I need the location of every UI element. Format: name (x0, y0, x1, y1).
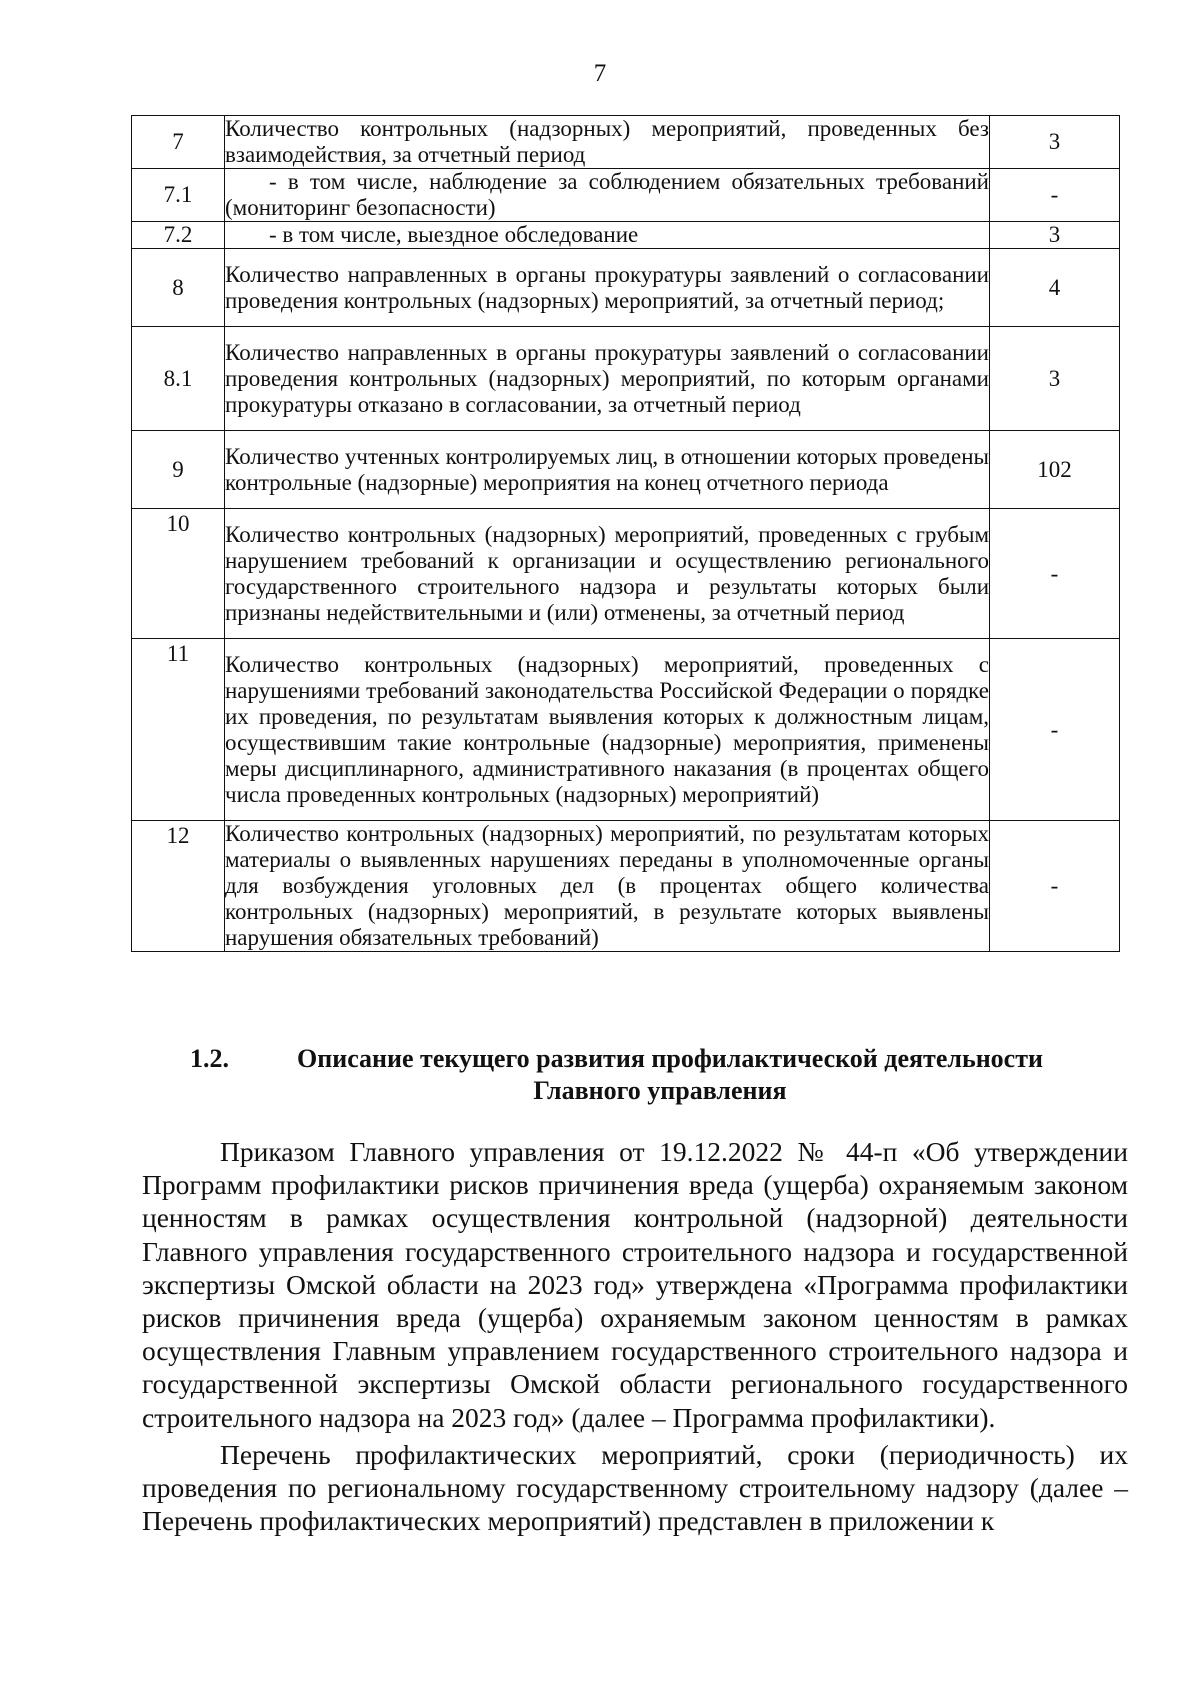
row-value: - (990, 639, 1120, 821)
row-description: Количество контрольных (надзорных) мероприятий, проведенных с грубым нарушением требований к организации и осуществлению регионального государственного строительного надзора и результаты которых были признаны недействительными и (или) отменены, за отчетный период (225, 509, 990, 639)
row-description: Количество контрольных (надзорных) мероприятий, проведенных без взаимодействия, за отчетный период (225, 116, 989, 167)
row-value: - (990, 169, 1120, 222)
body-text (142, 1135, 1128, 1537)
row-description: - в том числе, выездное обследование (225, 222, 990, 249)
table-row (132, 249, 1120, 327)
row-description: Количество контрольных (надзорных) мероприятий, по результатам которых материалы о выявленных нарушениях переданы в уполномоченные органы для возбуждения уголовных дел (в процентах общего количества контрольных (надзорных) мероприятий, в результате которых выявлены нарушения обязательных требований) (225, 821, 989, 950)
row-value: 102 (990, 431, 1120, 509)
row-value: 4 (990, 249, 1120, 327)
row-number: 7.1 (132, 169, 225, 222)
table-row (132, 169, 1120, 222)
row-number: 10 (132, 509, 225, 639)
row-value: 3 (990, 116, 1120, 169)
row-number: 9 (132, 431, 225, 509)
paragraph: Приказом Главного управления от 19.12.2022 № 44-п «Об утверждении Программ профилактики рисков причинения вреда (ущерба) охраняемым законом ценностям в рамках осуществления контрольной (надзорной) деятельности Главного управления государственного строительного надзора и государственной экспертизы Омской области на 2023 год» утверждена «Программа профилактики рисков причинения вреда (ущерба) охраняемым законом ценностям в рамках осуществления Главным управлением государственного строительного надзора и государственной экспертизы Омской области регионального государственного строительного надзора на 2023 год» (далее – Программа профилактики). (142, 1136, 1128, 1433)
row-number: 7.2 (132, 222, 225, 249)
row-number: 8.1 (132, 327, 225, 431)
row-value: - (990, 509, 1120, 639)
row-number: 7 (132, 116, 225, 169)
row-number: 12 (132, 821, 225, 952)
table-row (132, 327, 1120, 431)
section-title-line1: Описание текущего развития профилактической деятельности (297, 1044, 1043, 1073)
row-value: - (990, 821, 1120, 952)
row-value: 3 (990, 327, 1120, 431)
row-description: Количество контрольных (надзорных) мероприятий, проведенных с нарушениями требований законодательства Российской Федерации о порядке их проведения, по результатам выявления которых к должностным лицам, осуществившим такие контрольные (надзорные) мероприятия, применены меры дисциплинарного, административного наказания (в процентах общего числа проведенных контрольных (надзорных) мероприятий) (225, 639, 990, 821)
table-row (132, 509, 1120, 639)
paragraph: Перечень профилактических мероприятий, сроки (периодичность) их проведения по региональному государственному строительному надзору (далее – Перечень профилактических мероприятий) представлен в приложении к (142, 1438, 1128, 1537)
section-title-line2: Главного управления (533, 1076, 787, 1105)
metrics-table (131, 115, 1120, 952)
page-number: 7 (593, 60, 607, 87)
table-row (132, 639, 1120, 821)
row-description: Количество учтенных контролируемых лиц, в отношении которых проведены контрольные (надзорные) мероприятия на конец отчетного периода (225, 431, 990, 509)
row-description: - в том числе, наблюдение за соблюдением обязательных требований (мониторинг безопасности) (225, 169, 989, 220)
row-description: Количество направленных в органы прокуратуры заявлений о согласовании проведения контрольных (надзорных) мероприятий, за отчетный период; (225, 249, 990, 327)
row-value: 3 (990, 222, 1120, 249)
table-row (132, 821, 1120, 952)
table-row (132, 222, 1120, 249)
table-row (132, 116, 1120, 169)
row-description: Количество направленных в органы прокуратуры заявлений о согласовании проведения контрольных (надзорных) мероприятий, по которым органами прокуратуры отказано в согласовании, за отчетный период (225, 327, 990, 431)
section-heading (190, 1043, 1090, 1107)
row-number: 8 (132, 249, 225, 327)
section-number: 1.2. (190, 1044, 229, 1073)
row-number: 11 (132, 639, 225, 821)
table-row (132, 431, 1120, 509)
